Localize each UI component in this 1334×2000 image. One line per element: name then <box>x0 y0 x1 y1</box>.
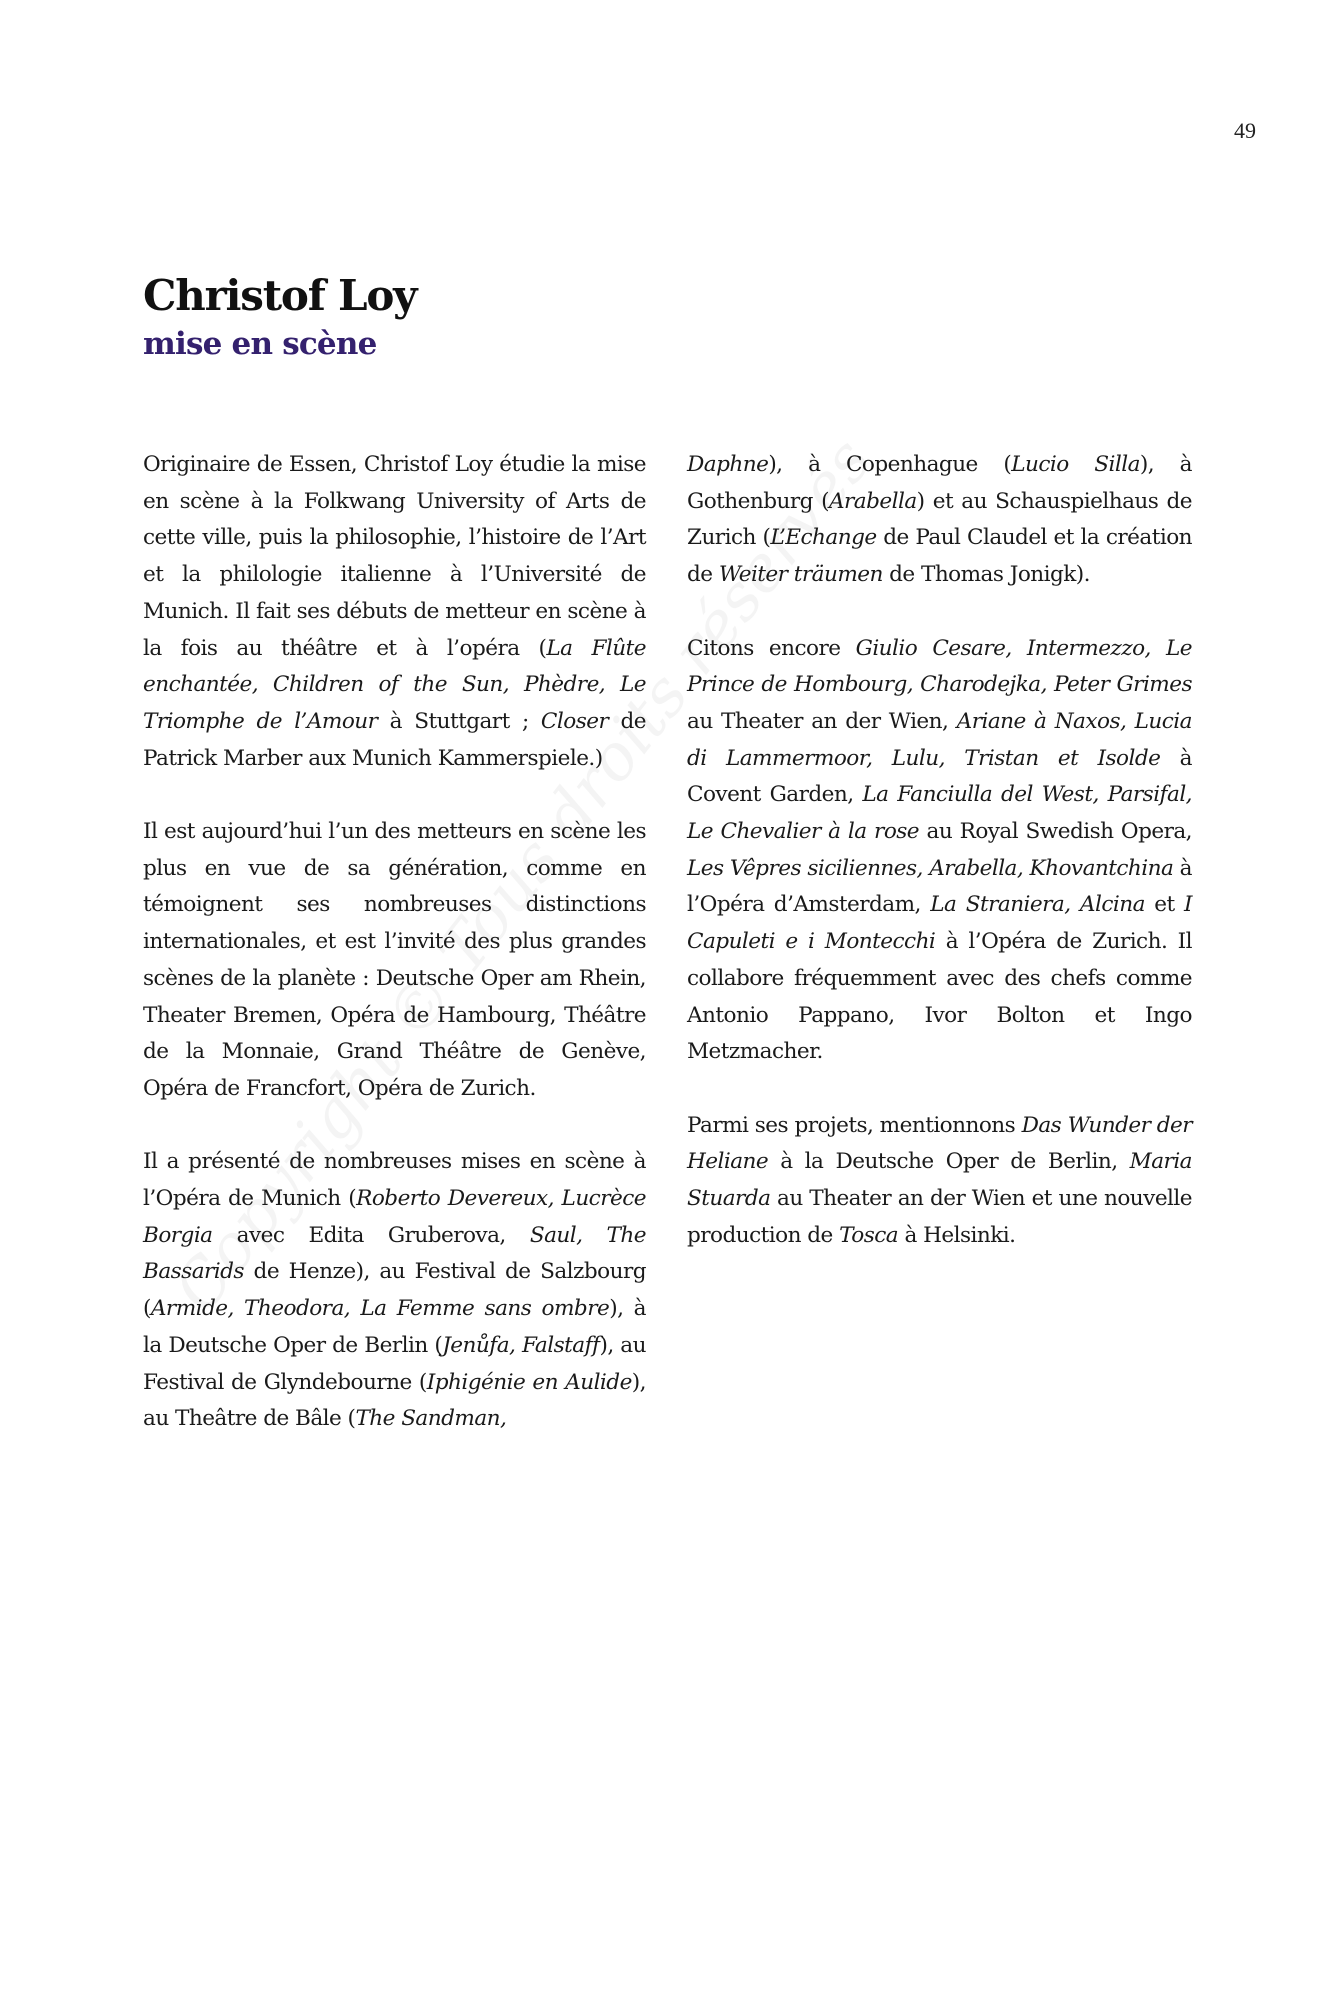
body-text: Parmi ses projets, mentionnons <box>687 1112 1022 1138</box>
body-text: avec Edita Gruberova, <box>212 1222 530 1248</box>
body-text: ), au Theâtre de Bâle ( <box>143 1369 646 1432</box>
body-text: au Theater an der Wien, <box>687 708 957 734</box>
right-column <box>687 447 1192 1291</box>
work-title-text: Arabella <box>828 488 917 514</box>
body-text: ) et au Schauspielhaus de Zurich ( <box>687 488 1192 551</box>
work-title-text: Das Wunder der Heliane <box>687 1112 1193 1175</box>
work-title-text: Roberto Devereux, Lucrèce Borgia <box>143 1186 646 1248</box>
work-title-text: La Fanciulla del West, Parsifal, Le Chevalier à la rose <box>687 782 1192 845</box>
work-title-text: La Flûte enchantée, Children of the Sun, Phèdre, Le Triomphe de l’Amour <box>143 635 646 734</box>
work-title-text: L’Echange <box>770 525 877 551</box>
body-text: ), au Festival de Glyndebourne ( <box>143 1332 646 1395</box>
work-title-text: Les Vêpres siciliennes, Arabella, Khovantchina <box>687 855 1174 881</box>
body-text: Originaire de Essen, Christof Loy étudie la mise en scène à la Folkwang University of Arts de cette ville, puis la philosophie, l’histoire de l’Art et la philologie italienne à l’Université de Munich. Il fait ses débuts de metteur en scène à la fois au théâtre et à l’opéra ( <box>143 452 646 661</box>
body-paragraph <box>143 814 646 1108</box>
body-text: Il est aujourd’hui l’un des metteurs en scène les plus en vue de sa génération, comme en témoignent ses nombreuses distinctions internationales, et est l’invité des plus grandes scènes de la planète : Deutsche Oper am Rhein, Theater Bremen, Opéra de Hambourg, Théâtre de la Monnaie, Grand Théâtre de Genève, Opéra de Francfort, Opéra de Zurich. <box>143 819 646 1101</box>
work-title-text: Tosca <box>839 1222 899 1248</box>
left-column <box>143 447 646 1475</box>
work-title-text: Saul, The Bassarids <box>143 1222 646 1285</box>
body-paragraph <box>143 447 646 777</box>
page-title: Christof Loy <box>143 271 417 320</box>
body-text: de Paul Claudel et la création de <box>687 525 1193 588</box>
body-text: à Helsinki. <box>898 1222 1016 1248</box>
body-text: au Theater an der Wien et une nouvelle production de <box>687 1186 1192 1248</box>
body-text: de Patrick Marber aux Munich Kammerspiele.) <box>143 708 646 771</box>
work-title-text: Giulio Cesare, Intermezzo, Le Prince de Hombourg, Charodejka, Peter Grimes <box>687 635 1192 698</box>
body-text: à la Deutsche Oper de Berlin, <box>768 1149 1130 1175</box>
body-text: à Covent Garden, <box>687 745 1192 808</box>
page-subtitle: mise en scène <box>143 326 377 362</box>
article-header <box>143 270 416 366</box>
work-title-text: Armide, Theodora, La Femme sans ombre <box>150 1296 610 1322</box>
body-text: Il a présenté de nombreuses mises en scène à l’Opéra de Munich ( <box>143 1149 646 1212</box>
body-text: au Royal Swedish Opera, <box>919 819 1192 845</box>
body-text: ), à Gothenburg ( <box>687 452 1192 514</box>
work-title-text: Daphne <box>687 452 769 477</box>
body-paragraph <box>687 1108 1192 1255</box>
body-text: à l’Opéra d’Amsterdam, <box>687 855 1192 918</box>
work-title-text: Iphigénie en Aulide <box>426 1369 632 1395</box>
body-text: ), à Copenhague ( <box>768 452 1012 477</box>
body-text: Citons encore <box>687 635 856 661</box>
work-title-text: I Capuleti e i Montecchi <box>687 892 1192 955</box>
body-text: à l’Opéra de Zurich. Il collabore fréquemment avec des chefs comme Antonio Pappano, Ivor Bolton et Ingo Metzmacher. <box>687 929 1192 1065</box>
body-text: de Thomas Jonigk). <box>882 562 1090 588</box>
body-paragraph <box>687 447 1192 594</box>
body-text: et <box>1144 892 1185 918</box>
work-title-text: Maria Stuarda <box>687 1149 1192 1212</box>
work-title-text: Closer <box>540 708 609 734</box>
work-title-text: The Sandman, <box>355 1406 507 1432</box>
page-number: 49 <box>1234 118 1256 143</box>
body-text: à Stuttgart ; <box>377 708 541 734</box>
body-text: ), à la Deutsche Oper de Berlin ( <box>143 1296 646 1358</box>
body-paragraph <box>143 1144 646 1438</box>
body-text: de Henze), au Festival de Salzbourg ( <box>143 1259 646 1322</box>
work-title-text: Jenůfa, Falstaff <box>442 1332 600 1358</box>
work-title-text: Lucio Silla <box>1011 452 1140 477</box>
body-paragraph <box>687 631 1192 1071</box>
work-title-text: La Straniera, Alcina <box>930 892 1145 918</box>
work-title-text: Ariane à Naxos, Lucia di Lammermoor, Lulu, Tristan et Isolde <box>687 708 1192 771</box>
work-title-text: Weiter träumen <box>718 562 883 588</box>
